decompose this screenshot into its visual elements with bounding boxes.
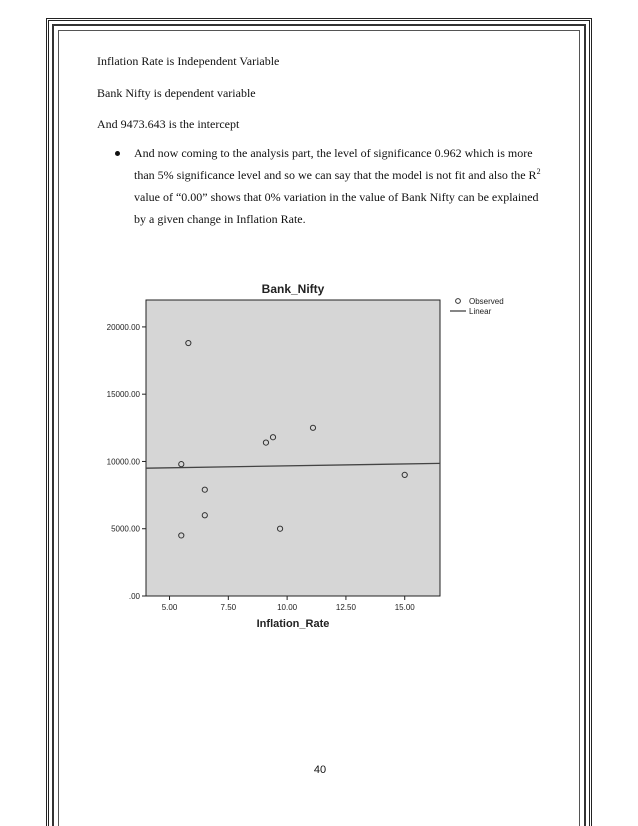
independent-variable-text: Inflation Rate is Independent Variable [97, 54, 280, 68]
bullet-line-2 [134, 168, 541, 182]
bullet-line-1: And now coming to the analysis part, the level of significance 0.962 which is more [134, 146, 533, 160]
x-tick-label: 7.50 [220, 603, 237, 612]
scatter-chart [96, 280, 516, 632]
x-tick-label: 5.00 [161, 603, 178, 612]
r-squared-superscript: 2 [536, 167, 541, 176]
legend-observed-marker [456, 299, 461, 304]
scatter-chart-svg [96, 280, 516, 632]
y-tick-label: 5000.00 [111, 524, 140, 534]
x-tick-label: 12.50 [335, 603, 356, 612]
x-axis-label: Inflation_Rate [256, 618, 330, 630]
chart-title: Bank_Nifty [261, 282, 325, 296]
bullet-line-2-text: than 5% significance level and so we can say that the model is not fit and also the R [134, 168, 537, 182]
x-tick-label: 10.00 [277, 603, 298, 612]
y-tick-label: 10000.00 [106, 457, 140, 467]
bullet-dot-icon [115, 151, 120, 156]
legend-linear-label: Linear [469, 307, 492, 316]
x-tick-label: 15.00 [394, 603, 415, 612]
bullet-line-3: value of “0.00” shows that 0% variation in the value of Bank Nifty can be explained [134, 190, 539, 204]
y-tick-label: 20000.00 [106, 322, 140, 332]
y-tick-label: .00 [128, 592, 140, 601]
dependent-variable-text: Bank Nifty is dependent variable [97, 86, 256, 100]
y-tick-label: 15000.00 [106, 390, 140, 400]
page-number: 40 [313, 764, 327, 776]
intercept-text: And 9473.643 is the intercept [97, 117, 240, 131]
bullet-line-4: by a given change in Inflation Rate. [134, 212, 306, 226]
legend-observed-label: Observed [469, 297, 504, 306]
